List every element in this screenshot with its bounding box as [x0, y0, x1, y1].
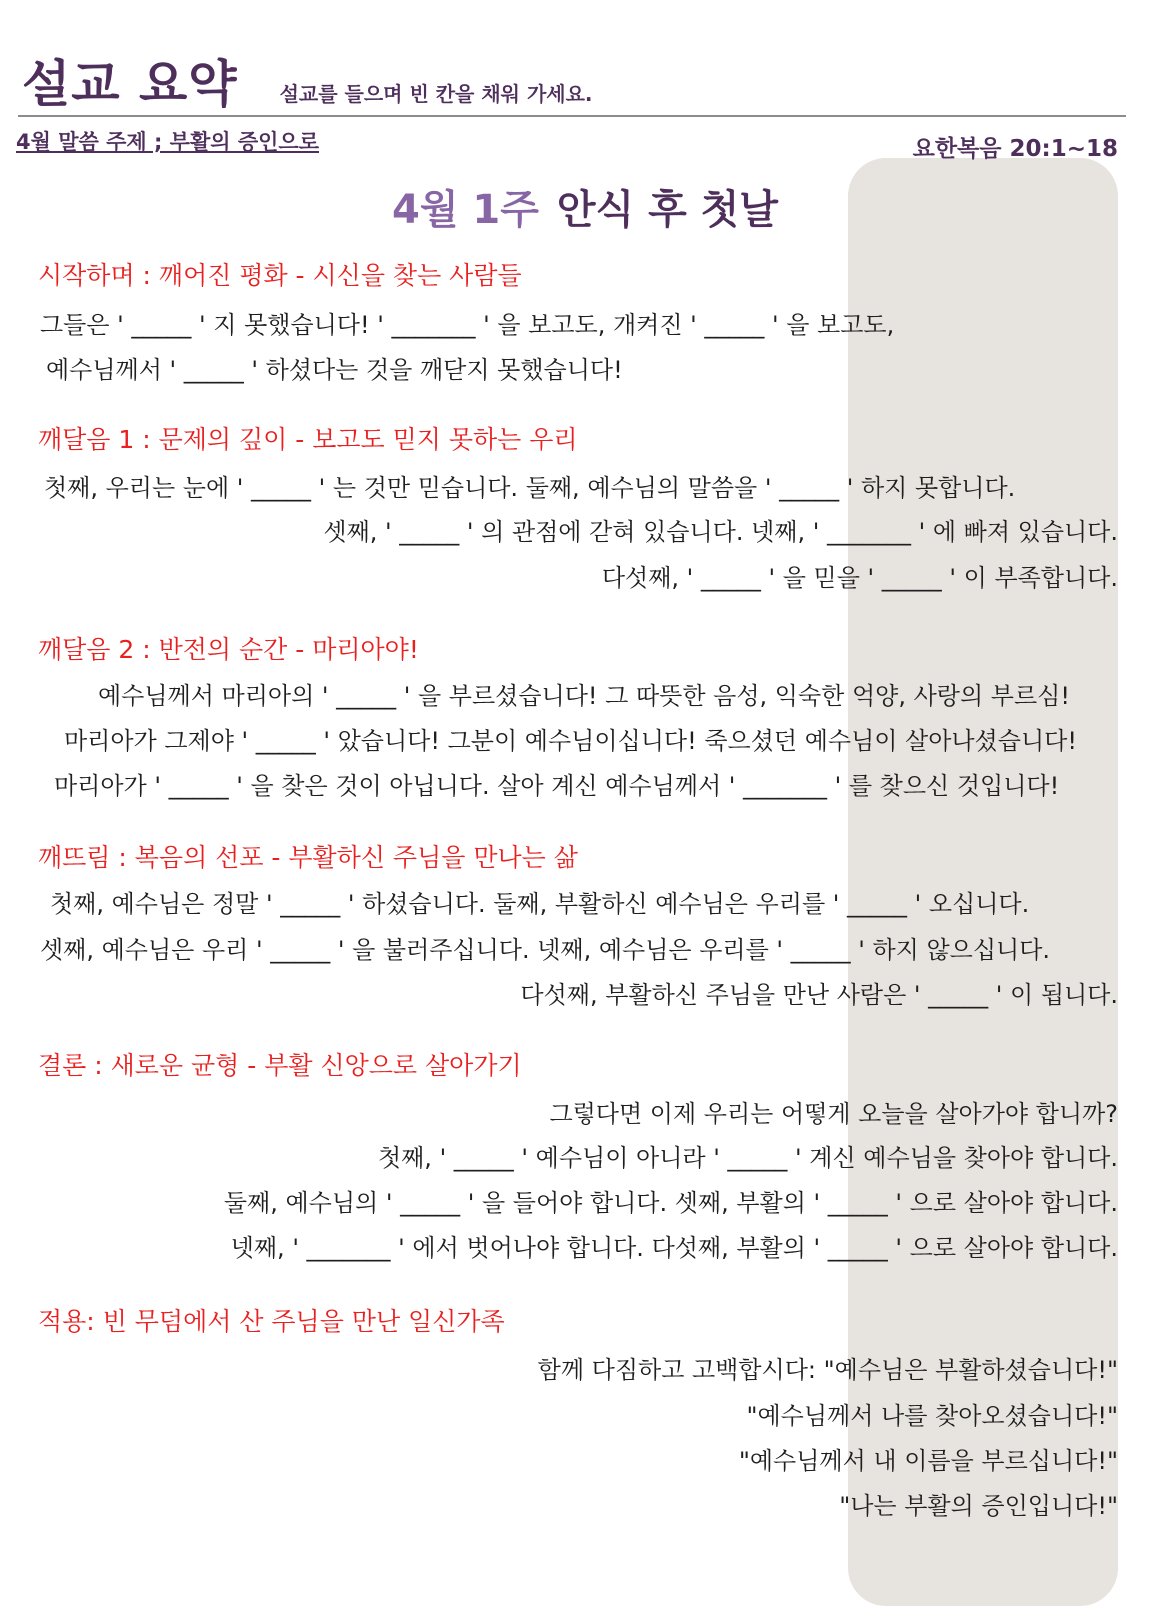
fill-in-line: 그들은 ' _____ ' 지 못했습니다! ' _______ ' 을 보고도, 개켜진 ' _____ ' 을 보고도, — [40, 311, 895, 339]
week-title — [0, 178, 1170, 235]
section-title: 깨뜨림 : 복음의 선포 - 부활하신 주님을 만나는 삶 — [38, 843, 578, 872]
section-title: 깨달음 2 : 반전의 순간 - 마리아야! — [38, 635, 419, 664]
fill-in-line: 그렇다면 이제 우리는 어떻게 오늘을 살아가야 합니까? — [549, 1100, 1118, 1128]
monthly-theme: 4월 말씀 주제 ; 부활의 증인으로 — [16, 130, 319, 154]
background-panel — [848, 158, 1118, 1606]
page-subtitle: 설교를 들으며 빈 칸을 채워 가세요. — [279, 82, 593, 106]
fill-in-line: 첫째, 예수님은 정말 ' _____ ' 하셨습니다. 둘째, 부활하신 예수님은 우리를 ' _____ ' 오십니다. — [50, 890, 1030, 918]
scripture-reference: 요한복음 20:1~18 — [912, 136, 1118, 162]
fill-in-line: 첫째, 우리는 눈에 ' _____ ' 는 것만 믿습니다. 둘째, 예수님의 말씀을 ' _____ ' 하지 못합니다. — [44, 474, 1016, 502]
fill-in-line: 마리아가 ' _____ ' 을 찾은 것이 아닙니다. 살아 계신 예수님께서 ' _______ ' 를 찾으신 것입니다! — [54, 772, 1060, 800]
header-divider — [18, 115, 1126, 117]
section-title: 깨달음 1 : 문제의 깊이 - 보고도 믿지 못하는 우리 — [38, 425, 578, 454]
fill-in-line: 넷째, ' _______ ' 에서 벗어나야 합니다. 다섯째, 부활의 ' _____ ' 으로 살아야 합니다. — [230, 1234, 1118, 1262]
fill-in-line: 마리아가 그제야 ' _____ ' 았습니다! 그분이 예수님이십니다! 죽으셨던 예수님이 살아나셨습니다! — [64, 727, 1077, 755]
section-title: 결론 : 새로운 균형 - 부활 신앙으로 살아가기 — [38, 1051, 522, 1080]
fill-in-line: 예수님께서 ' _____ ' 하셨다는 것을 깨닫지 못했습니다! — [46, 356, 623, 384]
fill-in-line: 셋째, 예수님은 우리 ' _____ ' 을 불러주십니다. 넷째, 예수님은 우리를 ' _____ ' 하지 않으십니다. — [40, 936, 1051, 964]
page-title: 설교 요약 — [22, 55, 238, 113]
fill-in-line: 둘째, 예수님의 ' _____ ' 을 들어야 합니다. 셋째, 부활의 ' _____ ' 으로 살아야 합니다. — [223, 1189, 1118, 1217]
section-title: 적용: 빈 무덤에서 산 주님을 만난 일신가족 — [38, 1307, 505, 1336]
fill-in-line: 다섯째, 부활하신 주님을 만난 사람은 ' _____ ' 이 됩니다. — [520, 981, 1118, 1009]
week-name: 안식 후 첫날 — [556, 187, 778, 233]
confession-line: 함께 다짐하고 고백합시다: "예수님은 부활하셨습니다!" — [537, 1356, 1118, 1384]
page-header — [22, 44, 593, 116]
fill-in-line: 첫째, ' _____ ' 예수님이 아니라 ' _____ ' 계신 예수님을 찾아야 합니다. — [377, 1144, 1118, 1172]
section-title: 시작하며 : 깨어진 평화 - 시신을 찾는 사람들 — [38, 261, 522, 290]
confession-line: "예수님께서 내 이름을 부르십니다!" — [738, 1447, 1118, 1475]
fill-in-line: 셋째, ' _____ ' 의 관점에 갇혀 있습니다. 넷째, ' _______ ' 에 빠져 있습니다. — [323, 518, 1118, 546]
week-number: 4월 1주 — [392, 187, 539, 233]
confession-line: "예수님께서 나를 찾아오셨습니다!" — [746, 1402, 1118, 1430]
confession-line: "나는 부활의 증인입니다!" — [839, 1492, 1118, 1520]
fill-in-line: 예수님께서 마리아의 ' _____ ' 을 부르셨습니다! 그 따뜻한 음성, 익숙한 억양, 사랑의 부르심! — [98, 682, 1070, 710]
fill-in-line: 다섯째, ' _____ ' 을 믿을 ' _____ ' 이 부족합니다. — [601, 564, 1118, 592]
